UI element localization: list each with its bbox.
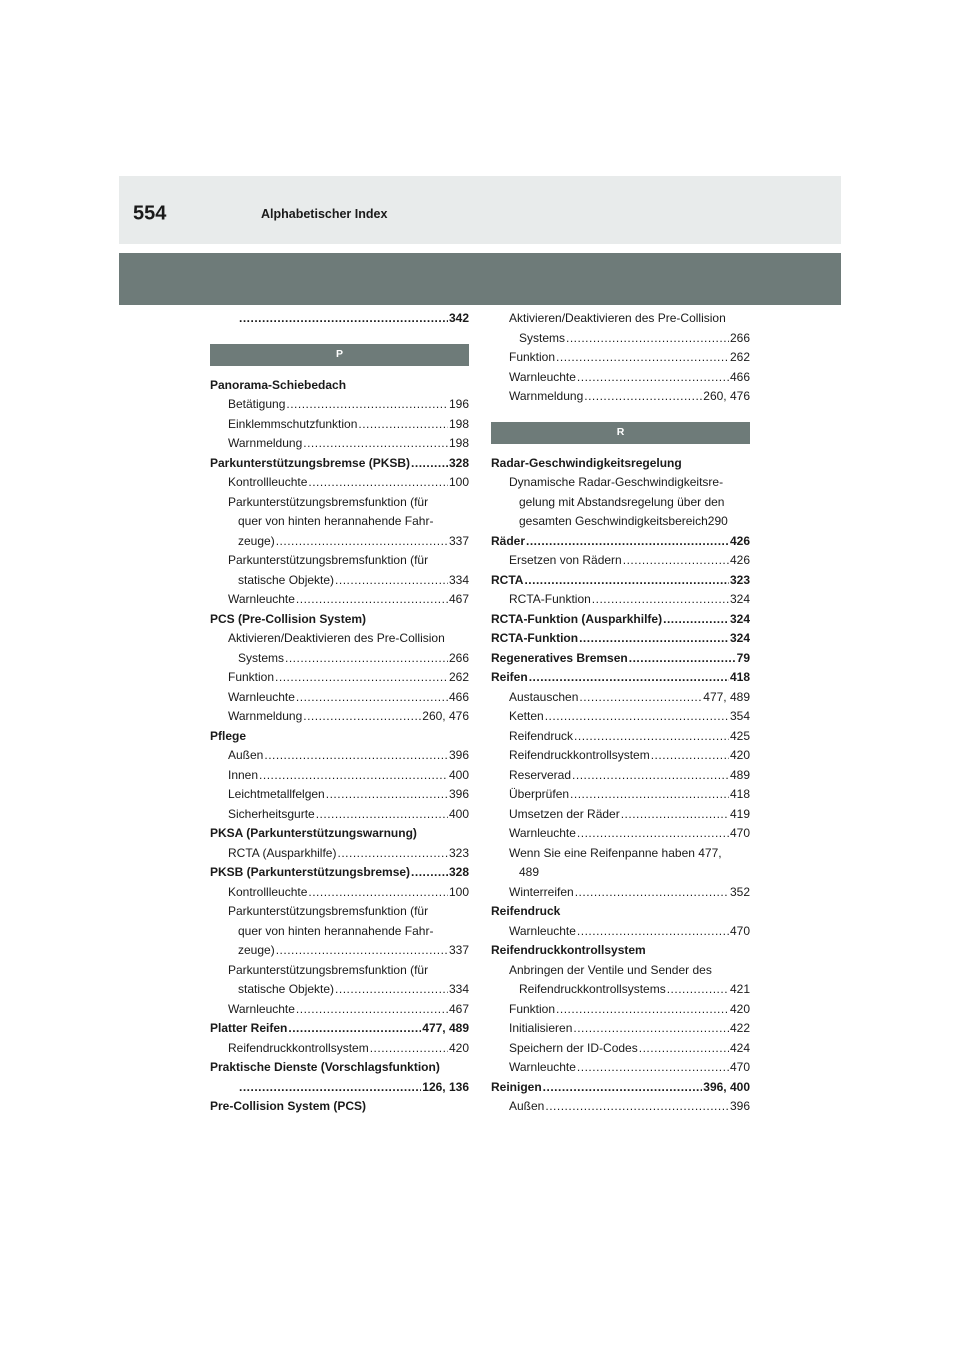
index-entry — [210, 610, 469, 630]
index-subentry — [210, 1078, 469, 1098]
entry-text: Austauschen — [509, 689, 579, 704]
entry-text: RCTA-Funktion — [491, 631, 579, 645]
dot-leader — [556, 348, 729, 368]
dot-leader — [577, 824, 729, 844]
index-subentry — [491, 387, 750, 407]
index-subentry — [210, 746, 469, 766]
index-subentry — [210, 532, 469, 552]
page-reference: 396 — [729, 1099, 750, 1113]
index-subentry — [210, 961, 469, 981]
index-column-right — [491, 309, 750, 1117]
entry-text: Räder — [491, 533, 526, 548]
page-reference: 420 — [729, 1001, 750, 1016]
dot-leader — [572, 766, 729, 786]
entry-text: Praktische Dienste (Vorschlagsfunktion) — [210, 1060, 440, 1074]
entry-text: Parkunterstützungsbremsfunktion (für — [228, 962, 429, 977]
page-reference: 470 — [729, 923, 750, 938]
dot-leader — [577, 922, 729, 942]
entry-text: Reinigen — [491, 1079, 542, 1094]
dot-leader — [316, 805, 448, 825]
index-subentry — [491, 590, 750, 610]
entry-text: Ersetzen von Rädern — [509, 553, 622, 567]
index-entry — [491, 610, 750, 630]
entry-text: Parkunterstützungsbremsfunktion (für — [228, 494, 429, 509]
page-reference: 420 — [729, 748, 750, 762]
page-reference: 337 — [448, 533, 469, 548]
index-subentry — [491, 329, 750, 349]
dot-leader — [621, 805, 729, 825]
index-subentry — [210, 493, 469, 513]
page-reference: 260, 476 — [703, 389, 750, 403]
entry-text: Warnleuchte — [509, 923, 576, 938]
entry-text: Reifendruck — [491, 904, 561, 918]
index-entry — [491, 454, 750, 474]
index-subentry — [491, 766, 750, 786]
dot-leader — [296, 1000, 448, 1020]
entry-text: Pre-Collision System (PCS) — [210, 1099, 367, 1113]
page-reference: 324 — [729, 592, 750, 606]
dot-leader — [296, 590, 448, 610]
entry-text: Warnleuchte — [228, 1001, 295, 1016]
entry-text: gesamten Geschwindigkeitsbereich — [519, 514, 708, 528]
index-subentry — [491, 368, 750, 388]
index-subentry — [210, 1039, 469, 1059]
index-subentry — [210, 415, 469, 435]
index-subentry — [491, 922, 750, 942]
page-reference: 262 — [729, 350, 750, 364]
index-entry — [491, 1078, 750, 1098]
page-reference: 477, 489 — [703, 689, 750, 704]
entry-text: Warnmeldung — [509, 389, 584, 403]
index-subentry — [491, 863, 750, 883]
entry-text: Aktivieren/Deaktivieren des Pre-Collision — [509, 311, 726, 325]
entry-text: PKSA (Parkunterstützungswarnung) — [210, 826, 417, 840]
dot-leader — [529, 668, 729, 688]
index-entry — [491, 532, 750, 552]
dot-leader — [575, 883, 729, 903]
page-reference: 422 — [729, 1021, 750, 1035]
page-reference: 262 — [448, 670, 469, 684]
entry-text: Warnleuchte — [509, 369, 576, 384]
page-reference: 467 — [448, 1001, 469, 1016]
page-reference: 466 — [448, 689, 469, 704]
entry-text: statische Objekte) — [238, 572, 335, 587]
index-subentry — [210, 629, 469, 649]
page-reference: 477, 489 — [422, 1021, 469, 1035]
entry-text: Aktivieren/Deaktivieren des Pre-Collision — [228, 631, 445, 645]
page-reference: 342 — [448, 311, 469, 325]
entry-text: 489 — [519, 865, 540, 879]
entry-text: Pflege — [210, 728, 247, 743]
dot-leader — [303, 707, 421, 727]
index-subentry — [491, 1058, 750, 1078]
page-reference: 198 — [448, 436, 469, 450]
index-entry — [210, 727, 469, 747]
entry-text: Reifendruck — [509, 728, 574, 743]
entry-text: RCTA (Ausparkhilfe) — [228, 845, 337, 860]
dot-leader — [264, 746, 448, 766]
index-subentry — [491, 309, 750, 329]
entry-text: Parkunterstützungsbremsfunktion (für — [228, 904, 429, 918]
page-reference: 400 — [448, 806, 469, 821]
dot-leader — [411, 454, 448, 474]
index-entry — [210, 1019, 469, 1039]
dot-leader — [639, 1039, 729, 1059]
entry-text: Reifendruckkontrollsystem — [491, 943, 646, 957]
page-reference: 424 — [729, 1040, 750, 1055]
index-subentry — [210, 668, 469, 688]
page-number: 554 — [133, 202, 167, 225]
entry-text: Warnleuchte — [228, 689, 295, 704]
index-subentry — [210, 844, 469, 864]
page-reference: 79 — [736, 650, 750, 665]
dot-leader — [651, 746, 729, 766]
index-subentry — [491, 1019, 750, 1039]
dot-leader — [579, 629, 729, 649]
index-subentry — [210, 512, 469, 532]
dot-leader — [411, 863, 448, 883]
dot-leader — [285, 649, 448, 669]
page-reference: 324 — [729, 611, 750, 626]
entry-text: Sicherheitsgurte — [228, 806, 315, 821]
entry-text: zeuge) — [238, 533, 275, 548]
page-reference: 334 — [448, 982, 469, 996]
page-reference: 334 — [448, 572, 469, 587]
entry-text: PKSB (Parkunterstützungsbremse) — [210, 865, 411, 879]
entry-text: Einklemmschutzfunktion — [228, 416, 358, 431]
dot-leader — [545, 1097, 729, 1117]
entry-text: statische Objekte) — [238, 982, 335, 996]
entry-text: Kontrollleuchte — [228, 884, 308, 899]
entry-text: Außen — [509, 1099, 545, 1113]
page-reference: 324 — [729, 631, 750, 645]
index-subentry — [210, 395, 469, 415]
page-reference: 420 — [448, 1040, 469, 1055]
index-subentry — [491, 348, 750, 368]
dot-leader — [545, 707, 729, 727]
index-subentry — [491, 727, 750, 747]
entry-text: Funktion — [509, 350, 556, 364]
index-subentry — [491, 805, 750, 825]
entry-text: Kontrollleuchte — [228, 475, 308, 489]
page-reference: 396 — [448, 787, 469, 801]
entry-text: Warnleuchte — [509, 1060, 576, 1074]
page-reference: 260, 476 — [422, 709, 469, 723]
index-subentry — [210, 805, 469, 825]
page-header — [119, 176, 841, 244]
entry-text: quer von hinten herannahende Fahr- — [238, 923, 434, 938]
page-reference: 466 — [729, 369, 750, 384]
entry-text: Parkunterstützungsbremse (PKSB) — [210, 455, 411, 470]
index-subentry — [210, 785, 469, 805]
entry-text: Systems — [238, 650, 285, 665]
dot-leader — [524, 571, 729, 591]
entry-text: gelung mit Abstandsregelung über den — [519, 494, 725, 509]
entry-text: Umsetzen der Räder — [509, 806, 620, 821]
dot-leader — [276, 532, 448, 552]
page-reference: 266 — [729, 330, 750, 345]
entry-text: Warnmeldung — [228, 709, 303, 723]
index-subentry — [210, 766, 469, 786]
dot-leader — [288, 1019, 421, 1039]
index-subentry — [491, 883, 750, 903]
page-reference: 425 — [729, 728, 750, 743]
dot-leader — [239, 1078, 421, 1098]
index-subentry — [210, 688, 469, 708]
page-reference: 421 — [729, 982, 750, 996]
page-reference: 328 — [448, 865, 469, 879]
dot-leader — [566, 329, 729, 349]
letter-heading: R — [491, 422, 750, 444]
entry-text: Radar-Geschwindigkeitsregelung — [491, 455, 682, 470]
index-subentry — [210, 551, 469, 571]
page-reference: 467 — [448, 592, 469, 606]
index-subentry — [491, 961, 750, 981]
page-reference: 126, 136 — [422, 1079, 469, 1094]
entry-text: Warnmeldung — [228, 436, 303, 450]
entry-text: PCS (Pre-Collision System) — [210, 611, 367, 626]
letter-heading: P — [210, 344, 469, 366]
index-subentry — [210, 1000, 469, 1020]
dot-leader — [556, 1000, 729, 1020]
entry-text: Funktion — [509, 1001, 556, 1016]
dot-leader — [358, 415, 448, 435]
index-subentry — [491, 980, 750, 1000]
index-subentry — [210, 434, 469, 454]
index-entry — [491, 629, 750, 649]
page-reference: 290 — [707, 514, 728, 528]
page-reference: 323 — [729, 572, 750, 587]
index-subentry — [491, 551, 750, 571]
index-entry — [491, 902, 750, 922]
dot-leader — [592, 590, 729, 610]
dot-leader — [239, 309, 448, 329]
entry-text: Speichern der ID-Codes — [509, 1040, 638, 1055]
entry-text: Reifen — [491, 670, 528, 684]
dot-leader — [286, 395, 448, 415]
dot-leader — [623, 551, 729, 571]
index-entry — [210, 863, 469, 883]
index-subentry — [491, 512, 750, 532]
entry-text: Initialisieren — [509, 1021, 573, 1035]
header-band — [119, 253, 841, 305]
entry-text: Warnleuchte — [228, 592, 295, 606]
index-subentry — [491, 824, 750, 844]
page-reference: 489 — [729, 767, 750, 782]
entry-text: Wenn Sie eine Reifenpanne haben 477, — [509, 845, 722, 860]
index-subentry — [491, 1000, 750, 1020]
page-reference: 419 — [729, 806, 750, 821]
entry-text: Platter Reifen — [210, 1021, 288, 1035]
dot-leader — [296, 688, 448, 708]
entry-text: Funktion — [228, 670, 275, 684]
dot-leader — [335, 571, 448, 591]
dot-leader — [276, 941, 448, 961]
entry-text: RCTA — [491, 572, 524, 587]
entry-text: Anbringen der Ventile und Sender des — [509, 962, 712, 977]
entry-text: Parkunterstützungsbremsfunktion (für — [228, 553, 429, 567]
index-entry — [210, 1097, 469, 1117]
index-entry — [491, 571, 750, 591]
index-subentry — [491, 1097, 750, 1117]
dot-leader — [629, 649, 736, 669]
page-reference: 400 — [448, 767, 469, 782]
dot-leader — [543, 1078, 703, 1098]
dot-leader — [337, 844, 447, 864]
dot-leader — [663, 610, 729, 630]
entry-text: Reserverad — [509, 767, 572, 782]
dot-leader — [308, 473, 448, 493]
page-reference: 198 — [448, 416, 469, 431]
entry-text: Überprüfen — [509, 787, 570, 801]
entry-text: Innen — [228, 767, 259, 782]
index-column-left — [210, 309, 469, 1117]
dot-leader — [573, 1019, 729, 1039]
index-subentry — [210, 922, 469, 942]
index-subentry — [210, 941, 469, 961]
page-reference: 196 — [448, 397, 469, 411]
entry-text: Systems — [519, 330, 566, 345]
index-entry — [491, 649, 750, 669]
dot-leader — [259, 766, 448, 786]
dot-leader — [574, 727, 729, 747]
index-subentry — [491, 746, 750, 766]
dot-leader — [303, 434, 448, 454]
index-subentry — [491, 473, 750, 493]
dot-leader — [308, 883, 448, 903]
section-title: Alphabetischer Index — [261, 207, 388, 221]
index-subentry — [210, 902, 469, 922]
index-subentry — [210, 571, 469, 591]
page-reference: 323 — [448, 845, 469, 860]
dot-leader — [579, 688, 702, 708]
index-entry — [491, 668, 750, 688]
index-subentry — [491, 707, 750, 727]
index-subentry — [491, 785, 750, 805]
dot-leader — [370, 1039, 448, 1059]
dot-leader — [577, 368, 729, 388]
index-entry — [210, 824, 469, 844]
entry-text: RCTA-Funktion — [509, 592, 591, 606]
entry-text: Betätigung — [228, 397, 286, 411]
page-reference: 100 — [448, 884, 469, 899]
index-entry — [491, 941, 750, 961]
index-subentry — [210, 883, 469, 903]
entry-text: Reifendruckkontrollsystems — [519, 982, 666, 996]
index-subentry — [210, 309, 469, 329]
page-reference: 418 — [729, 787, 750, 801]
dot-leader — [335, 980, 448, 1000]
index-entry — [210, 1058, 469, 1078]
page-reference: 100 — [448, 475, 469, 489]
entry-text: Panorama-Schiebedach — [210, 377, 347, 392]
page-reference: 470 — [729, 1060, 750, 1074]
entry-text: Leichtmetallfelgen — [228, 787, 325, 801]
index-entry — [210, 454, 469, 474]
entry-text: RCTA-Funktion (Ausparkhilfe) — [491, 611, 663, 626]
page-reference: 426 — [729, 553, 750, 567]
index-subentry — [491, 493, 750, 513]
index-entry — [210, 376, 469, 396]
entry-text: Winterreifen — [509, 884, 574, 899]
entry-text: Reifendruckkontrollsystem — [228, 1040, 369, 1055]
dot-leader — [667, 980, 729, 1000]
page-reference: 418 — [729, 670, 750, 684]
entry-text: Warnleuchte — [509, 826, 576, 840]
index-subentry — [210, 649, 469, 669]
page-reference: 354 — [729, 709, 750, 723]
index-subentry — [491, 1039, 750, 1059]
page-reference: 396 — [448, 748, 469, 762]
index-subentry — [210, 473, 469, 493]
index-subentry — [210, 590, 469, 610]
dot-leader — [526, 532, 729, 552]
entry-text: Regeneratives Bremsen — [491, 650, 628, 665]
page-reference: 266 — [448, 650, 469, 665]
page-reference: 426 — [729, 533, 750, 548]
entry-text: quer von hinten herannahende Fahr- — [238, 514, 434, 528]
dot-leader — [275, 668, 448, 688]
entry-text: Ketten — [509, 709, 544, 723]
dot-leader — [584, 387, 702, 407]
page-reference: 470 — [729, 826, 750, 840]
page-reference: 396, 400 — [703, 1079, 750, 1094]
dot-leader — [570, 785, 729, 805]
entry-text: Außen — [228, 748, 264, 762]
index-subentry — [491, 844, 750, 864]
page-reference: 328 — [448, 455, 469, 470]
index-subentry — [491, 688, 750, 708]
dot-leader — [577, 1058, 729, 1078]
entry-text: Dynamische Radar-Geschwindigkeitsre- — [509, 475, 724, 489]
index-subentry — [210, 980, 469, 1000]
page-reference: 337 — [448, 943, 469, 957]
entry-text: Reifendruckkontrollsystem — [509, 748, 650, 762]
index-subentry — [210, 707, 469, 727]
page-reference: 352 — [729, 884, 750, 899]
entry-text: zeuge) — [238, 943, 275, 957]
dot-leader — [326, 785, 448, 805]
